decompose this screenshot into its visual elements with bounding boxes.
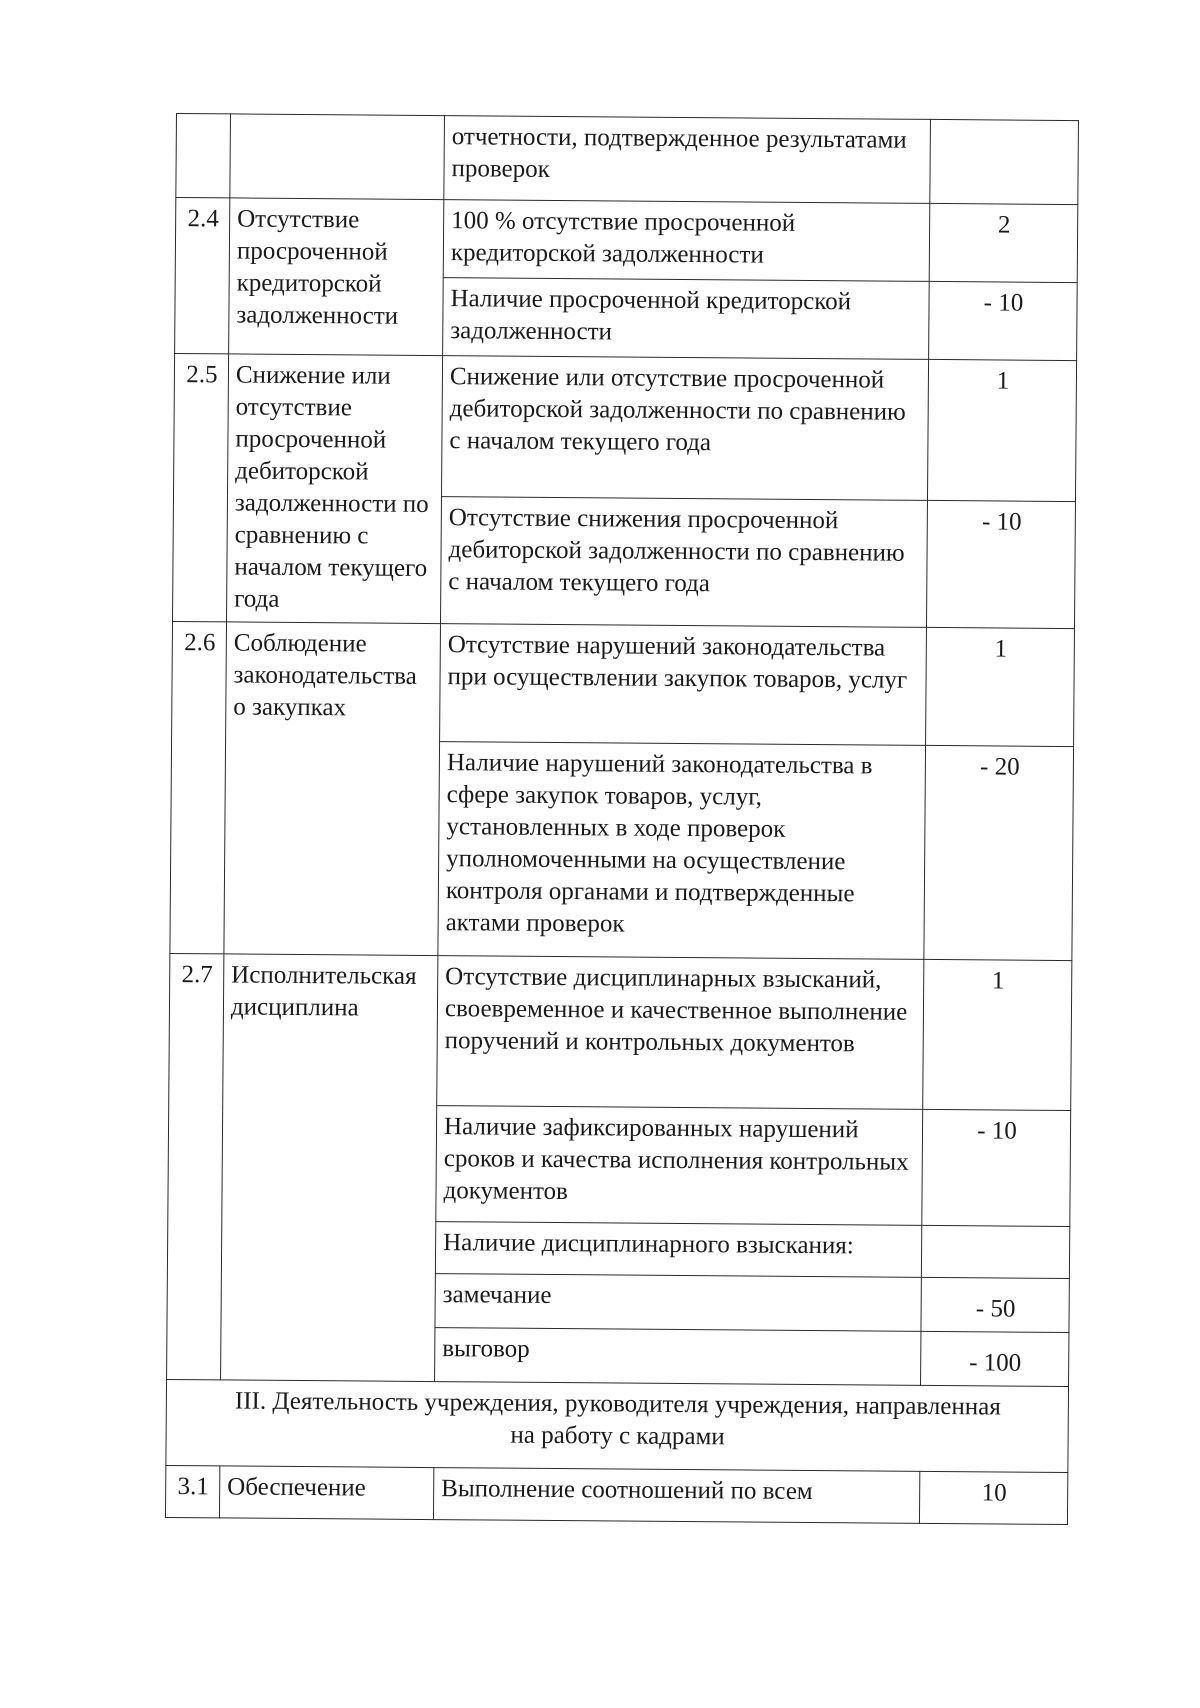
criterion-text: Отсутствие дисциплинарных взысканий, своевременное и качественное выполнение поручений и контрольных документов	[444, 963, 908, 1058]
row-number-cell	[176, 114, 231, 198]
score-cell	[929, 281, 1078, 360]
score-cell	[930, 119, 1079, 204]
score-cell	[924, 745, 1074, 960]
criterion-cell	[440, 624, 927, 746]
score-value	[938, 125, 1072, 126]
criterion-text: Выполнение соотношений по всем	[441, 1475, 813, 1506]
criterion-text: Отсутствие снижения просроченной дебиторской задолженности по сравнению с началом текущего года	[448, 504, 905, 598]
table-row	[175, 198, 1078, 283]
score-cell	[929, 203, 1078, 282]
score-cell	[921, 1277, 1069, 1332]
indicator-name: Снижение или отсутствие просроченной дебиторской задолженности по сравнению с началом текущего года	[234, 361, 429, 613]
indicator-name: Отсутствие просроченной кредиторской задолженности	[236, 205, 399, 330]
score-cell	[927, 359, 1076, 501]
score-value: 1	[991, 967, 1005, 995]
score-cell	[926, 627, 1075, 746]
criterion-cell	[441, 356, 928, 501]
row-number: 2.4	[187, 205, 219, 233]
table-row	[172, 621, 1075, 746]
row-number: 2.6	[184, 629, 216, 657]
row-number-cell	[165, 1465, 219, 1517]
score-cell	[921, 1331, 1069, 1386]
score-cell	[922, 1109, 1071, 1226]
score-value: 2	[997, 211, 1011, 239]
criterion-cell	[435, 1328, 921, 1386]
indicator-name: Исполнительская дисциплина	[230, 961, 417, 1022]
criterion-cell	[444, 116, 931, 204]
section-row	[166, 1379, 1069, 1472]
criterion-cell	[436, 1106, 923, 1226]
score-cell	[926, 500, 1075, 628]
criterion-cell	[435, 1222, 921, 1278]
section-heading-cell	[166, 1379, 1069, 1472]
criterion-text: 100 % отсутствие просроченной кредиторской задолженности	[450, 207, 796, 269]
criterion-cell	[433, 1468, 919, 1524]
criterion-text: Наличие дисциплинарного взыскания:	[443, 1229, 854, 1260]
row-number-cell	[175, 198, 230, 354]
criterion-text: Наличие просроченной кредиторской задолженности	[450, 285, 852, 346]
score-cell	[923, 959, 1072, 1110]
table-row	[165, 1465, 1067, 1524]
row-number: 3.1	[177, 1473, 209, 1501]
table-row	[169, 953, 1072, 1110]
row-number-cell	[167, 953, 224, 1379]
criterion-cell	[438, 742, 926, 960]
criterion-text: выговор	[442, 1335, 530, 1363]
score-value: 1	[994, 635, 1008, 663]
criterion-text: Снижение или отсутствие просроченной дебиторской задолженности по сравнению с началом текущего года	[449, 363, 906, 457]
criterion-cell	[435, 1274, 921, 1332]
indicator-name-cell	[224, 622, 441, 956]
score-value: - 10	[981, 508, 1022, 536]
indicator-name-cell	[219, 1466, 433, 1520]
indicator-name-cell	[221, 954, 438, 1382]
criterion-cell	[440, 497, 927, 628]
score-value: - 10	[977, 1117, 1017, 1145]
indicator-name-cell	[229, 198, 444, 356]
section-heading: III. Деятельность учреждения, руководителя учреждения, направленная на работу с кадрами	[234, 1387, 1001, 1451]
score-value: - 100	[969, 1349, 1022, 1377]
score-value: - 50	[975, 1295, 1016, 1323]
row-number-cell	[170, 621, 227, 953]
score-value	[929, 1231, 1063, 1232]
score-cell	[919, 1471, 1067, 1524]
criterion-text: Отсутствие нарушений законодательства при осуществлении закупок товаров, услуг	[447, 631, 908, 694]
indicator-name-cell	[230, 114, 445, 200]
criterion-cell	[443, 200, 930, 282]
criteria-table	[165, 113, 1079, 1525]
score-cell	[921, 1225, 1069, 1278]
score-value: - 20	[979, 753, 1020, 781]
criterion-text: Наличие зафиксированных нарушений сроков и качества исполнения контрольных документов	[443, 1113, 909, 1206]
row-number: 2.5	[186, 361, 218, 389]
criterion-text: замечание	[442, 1281, 552, 1309]
score-value: 1	[996, 367, 1010, 395]
criterion-text: отчетности, подтвержденное результатами проверок	[451, 123, 907, 183]
indicator-name-cell	[227, 354, 443, 624]
indicator-name: Обеспечение	[227, 1473, 366, 1502]
indicator-name: Соблюдение законодательства о закупках	[233, 629, 417, 722]
criterion-text: Наличие нарушений законодательства в сфере закупок товаров, услуг, установленных в ходе проверок уполномоченными на осуществление контроля органами и подтвержденные актами проверок	[445, 749, 873, 938]
table-row	[174, 353, 1077, 501]
score-value: 10	[981, 1479, 1007, 1507]
criterion-cell	[443, 278, 930, 360]
score-value: - 10	[983, 289, 1024, 317]
table-row	[176, 114, 1079, 205]
criterion-cell	[437, 956, 924, 1110]
row-number-cell	[173, 353, 229, 621]
row-number: 2.7	[181, 961, 213, 989]
